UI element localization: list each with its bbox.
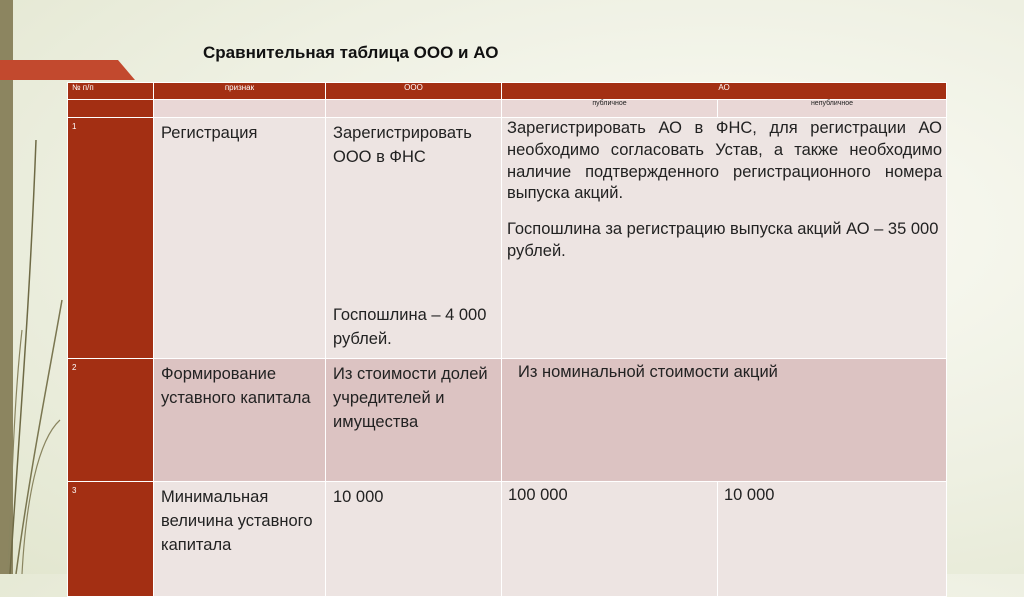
table-row xyxy=(68,118,947,359)
header-ao: АО xyxy=(502,83,947,100)
subheader-empty-sign xyxy=(154,100,326,118)
row-ooo-fee: Госпошлина – 4 000 рублей. xyxy=(333,306,487,348)
subheader-public: публичное xyxy=(502,100,718,118)
row-number: 2 xyxy=(68,359,154,482)
row-ao-text: Зарегистрировать АО в ФНС, для регистрации АО необходимо согласовать Устав, а также необходимо наличие подтвержденного регистрационного номера выпуска акций. xyxy=(507,119,943,203)
table-row xyxy=(68,482,947,597)
page-title: Сравнительная таблица ООО и АО xyxy=(203,43,499,62)
comparison-table xyxy=(67,82,947,597)
row-ooo-cell xyxy=(326,118,502,359)
subheader-nonpublic: непубличное xyxy=(718,100,947,118)
row-sign: Регистрация xyxy=(154,118,326,359)
row-ooo-text: Зарегистрировать ООО в ФНС xyxy=(333,124,472,166)
row-ao-fee: Госпошлина за регистрацию выпуска акций АО – 35 000 рублей. xyxy=(507,220,939,260)
row-ao-cell xyxy=(502,118,947,359)
header-sign: признак xyxy=(154,83,326,100)
header-ooo: ООО xyxy=(326,83,502,100)
row-sign: Формирование уставного капитала xyxy=(154,359,326,482)
table-row xyxy=(68,359,947,482)
row-ooo-cell: 10 000 xyxy=(326,482,502,597)
row-ooo-cell: Из стоимости долей учредителей и имущества xyxy=(326,359,502,482)
table-subheader-row xyxy=(68,100,947,118)
header-num: № п/п xyxy=(68,83,154,100)
subheader-empty-ooo xyxy=(326,100,502,118)
row-ao-public-cell: 100 000 xyxy=(502,482,718,597)
subheader-num-cell xyxy=(68,100,154,118)
row-ao-cell: Из номинальной стоимости акций xyxy=(502,359,947,482)
row-number: 3 xyxy=(68,482,154,597)
row-sign: Минимальная величина уставного капитала xyxy=(154,482,326,597)
table-header-row xyxy=(68,83,947,100)
title-banner xyxy=(0,60,135,80)
row-ao-nonpublic-cell: 10 000 xyxy=(718,482,947,597)
row-number: 1 xyxy=(68,118,154,359)
